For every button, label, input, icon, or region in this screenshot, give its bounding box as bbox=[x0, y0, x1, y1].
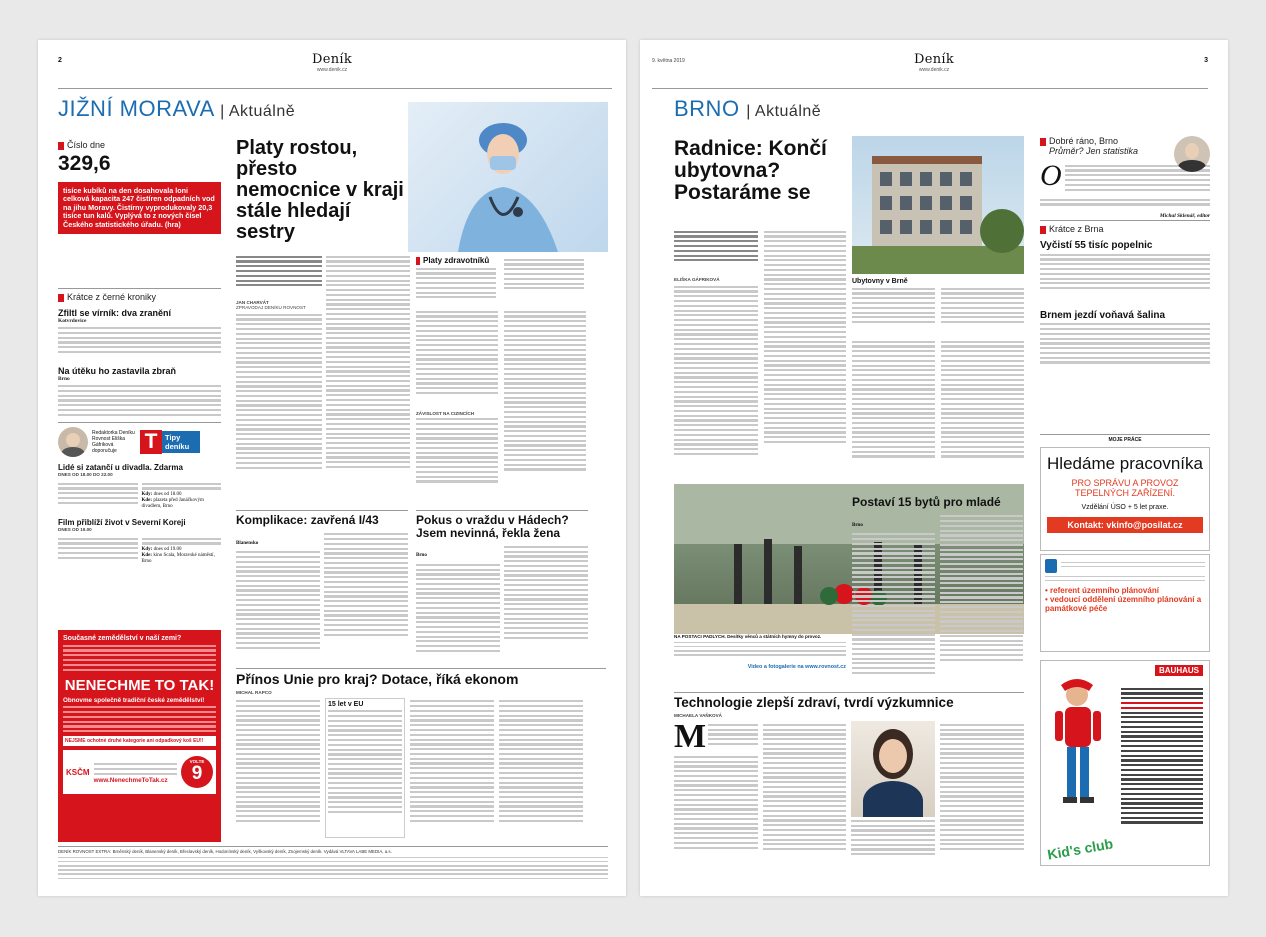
section-sub: Aktuálně bbox=[754, 103, 822, 120]
tip-details: Kdy: dnes od 19.00 Kde: kino Scala, Moravské náměstí, Brno bbox=[142, 535, 222, 569]
dropcap: M bbox=[674, 718, 707, 756]
masthead-logo: Deník bbox=[311, 52, 353, 67]
photo-credit: Video a fotogalerie na www.rovnost.cz bbox=[747, 663, 846, 670]
masthead bbox=[640, 52, 1228, 82]
eu-infobox: 15 let v EU bbox=[325, 698, 405, 838]
ad-slogan: NENECHME TO TAK! bbox=[64, 676, 215, 694]
vote-badge: VOLTE 9 bbox=[181, 756, 213, 788]
date: 9. května 2019 bbox=[652, 58, 685, 64]
section-header: JIŽNÍ MORAVA | Aktuálně bbox=[58, 96, 296, 121]
left-page bbox=[38, 40, 626, 896]
tip-details: Kdy: dnes od 18.00 Kde: plazeta před Janáčkovým divadlem, Brno bbox=[142, 480, 222, 514]
briefs-brno: Krátce z Brna Vyčistí 55 tisíc popelnic Brnem jezdí voňavá šalina bbox=[1040, 220, 1210, 381]
lead-author-role: ZPRAVODAJ DENÍKU ROVNOST bbox=[236, 304, 306, 310]
lead-col2 bbox=[326, 253, 410, 503]
photo-caption: NA POSTACI PADLYCH. Desítky věnců a státních hymny do provoz. Video a fotogalerie na www.rovnost.cz bbox=[674, 634, 846, 670]
page-number: 3 bbox=[1204, 57, 1208, 64]
kids-club-logo: Kid's club bbox=[1046, 835, 1115, 863]
section-region: BRNO bbox=[674, 96, 740, 121]
ad-heading: Současné zemědělství v naší zemi? bbox=[63, 635, 182, 642]
briefs-title: Krátce z černé kroniky bbox=[67, 292, 157, 302]
brief-headline: Zfiltl se vírník: dva zranění bbox=[58, 308, 172, 318]
ad-footer bbox=[63, 750, 216, 794]
editor-avatar bbox=[58, 427, 88, 457]
infobox-col2 bbox=[504, 256, 584, 296]
prinos-author: MICHAL RAPCO bbox=[236, 689, 272, 695]
researcher-photo bbox=[851, 721, 935, 817]
number-value: 329,6 bbox=[58, 152, 111, 175]
ad-sub: Obnovme společně tradiční české zemědělství! bbox=[63, 696, 205, 704]
kscm-logo: KSČM bbox=[66, 767, 90, 777]
right-page bbox=[640, 40, 1228, 896]
number-box bbox=[58, 140, 221, 234]
top-rule bbox=[652, 88, 1208, 89]
column-editor: Dobré ráno, Brno Průměr? Jen statistika O Michal Sklenář, editor bbox=[1040, 136, 1210, 219]
nurse-photo bbox=[408, 102, 608, 252]
tip-headline: Lidé si zatančí u divadla. Zdarma bbox=[58, 463, 183, 472]
editor-role: Redaktorka Deníku Rovnost Eliška Gáfriková doporučuje bbox=[92, 430, 135, 454]
editor-tips bbox=[58, 422, 221, 569]
lead-headline: Platy rostou, přesto nemocnice v kraji stále hledají sestry bbox=[236, 137, 404, 243]
section-header: BRNO | Aktuálně bbox=[674, 96, 822, 121]
brief-headline: Na útěku ho zastavila zbraň bbox=[58, 366, 177, 376]
number-text: tisíce kubíků na den dosahovala loni celková kapacita 247 čistíren odpadních vod na jihu Moravy. Čistírny vyprodukovaly 20,3 tisíce tun kalů. Vyplývá to z nových čísel Českého statistického úřadu. (hra) bbox=[58, 182, 221, 234]
ubytovny-infobox: Ubytovny v Brně bbox=[852, 278, 1024, 333]
lead-col3 bbox=[416, 308, 498, 498]
job-ad: Hledáme pracovníka PRO SPRÁVU A PROVOZ TEPELNÝCH ZAŘÍZENÍ. Vzdělání ÚSO + 5 let praxe. Kontakt: vkinfo@posilat.cz bbox=[1040, 447, 1210, 551]
story-byty: Postaví 15 bytů pro mladé Brno bbox=[852, 496, 1024, 683]
section-region: JIŽNÍ MORAVA bbox=[58, 96, 214, 121]
lead-infobox: Platy zdravotníků bbox=[416, 256, 496, 308]
bauhaus-ad bbox=[1040, 660, 1210, 866]
tip-date: DNES OD 19.00 bbox=[58, 527, 92, 532]
top-rule bbox=[58, 88, 612, 89]
story-komplikace: Komplikace: zavřená I/43 Blanensko bbox=[236, 510, 408, 651]
story-tech: Technologie zlepší zdraví, tvrdí výzkumnice MICHAELA VAŇKOVÁ M bbox=[674, 692, 1024, 866]
job-section: MOJE PRÁCE Hledáme pracovníka PRO SPRÁVU A PROVOZ TEPELNÝCH ZAŘÍZENÍ. Vzdělání ÚSO + 5 let praxe. Kontakt: vkinfo@posilat.cz bbox=[1040, 434, 1210, 551]
section-sub: Aktuálně bbox=[228, 103, 296, 120]
masthead-web: www.denik.cz bbox=[316, 67, 348, 73]
masthead bbox=[38, 52, 626, 82]
ad-url: www.NenechmeToTak.cz bbox=[93, 777, 168, 785]
ad-cta: NEJSME ochotné druhé kategorie ani odpadkový koš EU!! bbox=[63, 736, 216, 746]
lead-subhead: ZÁVISLOST NA CIZINCÍCH bbox=[416, 410, 475, 416]
tip-body bbox=[58, 480, 138, 514]
column-author: Michal Sklenář, editor bbox=[1159, 212, 1210, 219]
brno-lead-author: ELIŠKA GÁFRIKOVÁ bbox=[674, 276, 720, 282]
building-photo bbox=[852, 136, 1024, 274]
brno-lead-headline: Radnice: Končí ubytovna? Postaráme se bbox=[674, 137, 827, 205]
lead-lede bbox=[236, 253, 322, 494]
brief-body: Kotvrdovice bbox=[58, 318, 221, 362]
lead-col4 bbox=[504, 308, 586, 498]
lead-author: JAN CHARVÁT bbox=[236, 299, 269, 305]
building-illustration bbox=[852, 136, 1024, 274]
page-number: 2 bbox=[58, 57, 62, 64]
red-marker bbox=[58, 142, 64, 150]
briefs-crime bbox=[58, 288, 221, 426]
tips-logo: T Tipy deníku bbox=[140, 430, 200, 454]
brno-lead-col2 bbox=[764, 228, 846, 478]
nurse-illustration bbox=[408, 102, 608, 252]
brief-body: Brno bbox=[58, 376, 221, 426]
masthead-web: www.denik.cz bbox=[918, 67, 950, 73]
story-pokus: Pokus o vraždu v Hádech? Jsem nevinná, řekla žena Brno bbox=[416, 510, 588, 651]
brno-lead-cols bbox=[852, 338, 1024, 478]
tip-headline: Film přiblíží život v Severní Koreji bbox=[58, 518, 186, 527]
number-label: Číslo dne bbox=[67, 140, 106, 150]
story-prinos: Přínos Unie pro kraj? Dotace, říká ekonom MICHAL RAPCO 15 let v EU bbox=[236, 668, 606, 838]
imprint: DENÍK ROVNOST EXTRA: Brněnský deník, Blanenský deník, Břeclavský deník, Hodonínský deník, Vyškovský deník, Znojemský deník. Vydává VLTAVA LABE MEDIA, a.s. bbox=[58, 846, 608, 882]
masthead-logo: Deník bbox=[913, 52, 955, 67]
kid-illustration bbox=[1047, 677, 1117, 827]
ad-kscm bbox=[58, 630, 221, 842]
tip-body bbox=[58, 535, 138, 569]
crest-icon bbox=[1045, 559, 1057, 573]
tip-date: DNES OD 18.00 DO 22.00 bbox=[58, 472, 113, 477]
bauhaus-handwriting bbox=[1121, 685, 1203, 835]
bauhaus-logo: BAUHAUS bbox=[1155, 665, 1203, 676]
editor-avatar bbox=[1174, 136, 1210, 172]
brno-lead-lede bbox=[674, 228, 758, 486]
vacancy-ad: • referent územního plánování • vedoucí oddělení územního plánování a památkové péče bbox=[1040, 554, 1210, 652]
